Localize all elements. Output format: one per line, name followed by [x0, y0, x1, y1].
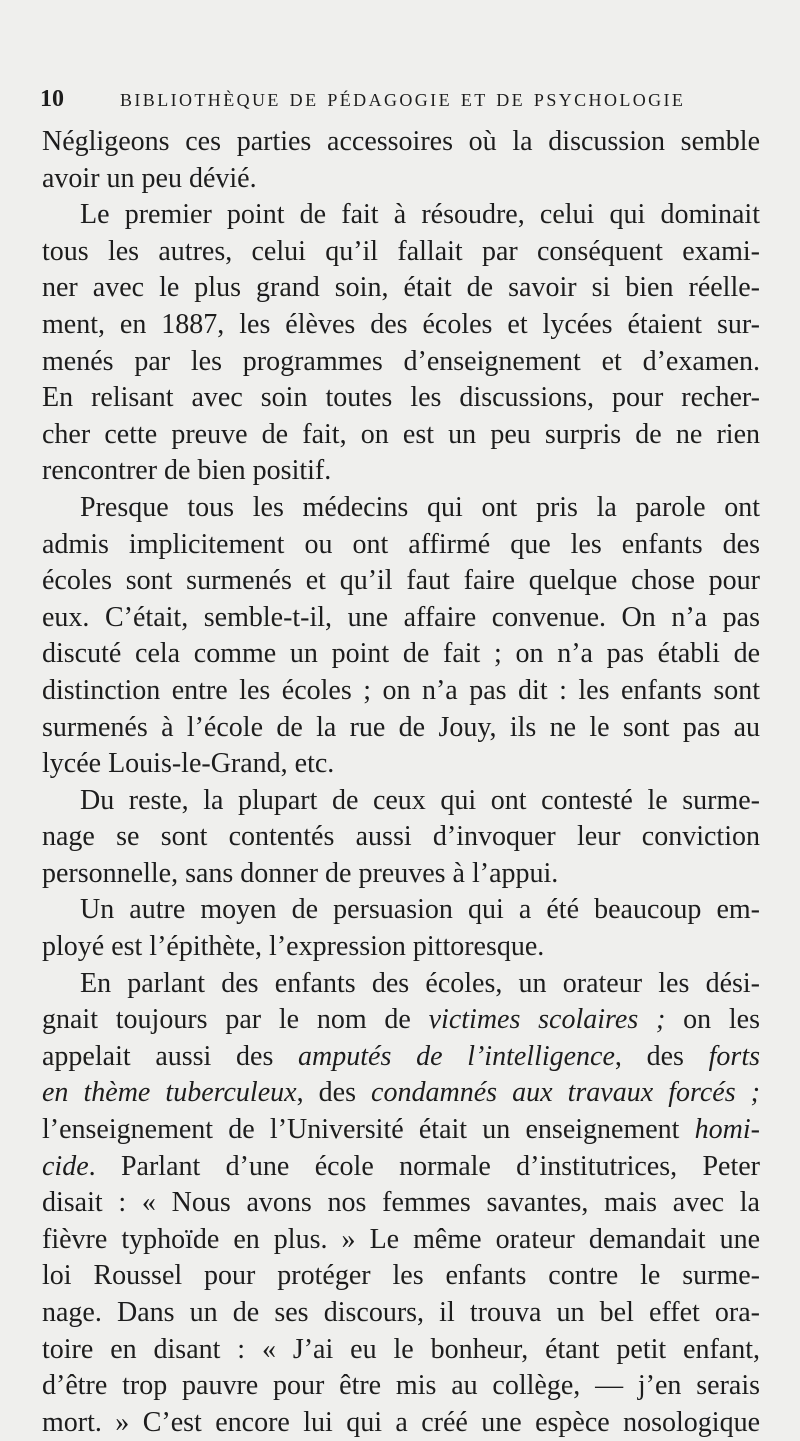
- text-line: nage se sont contentés aussi d’invoquer leur conviction: [42, 821, 760, 853]
- italic-phrase: amputés de l’intelligence: [298, 1040, 615, 1072]
- text-line: eux. C’était, semble-t-il, une affaire convenue. On n’a pas: [42, 601, 760, 633]
- paragraph: [42, 783, 760, 893]
- text-line: tous les autres, celui qu’il fallait par conséquent exami-: [42, 235, 760, 267]
- text-line: surmenés à l’école de la rue de Jouy, ils ne le sont pas au: [42, 711, 760, 743]
- paragraph: [42, 892, 760, 965]
- text-line: Le premier point de fait à résoudre, celui qui dominait: [80, 199, 760, 231]
- text-line: ployé est l’épithète, l’expression pittoresque.: [42, 931, 545, 963]
- text-line: cher cette preuve de fait, on est un peu surpris de ne rien: [42, 418, 760, 450]
- text-line: admis implicitement ou ont affirmé que les enfants des: [42, 528, 760, 560]
- italic-phrase: homi-: [694, 1114, 760, 1146]
- text-line: personnelle, sans donner de preuves à l’appui.: [42, 857, 559, 889]
- italic-phrase: victimes scolaires ;: [428, 1004, 666, 1036]
- text-line: cide. Parlant d’une école normale d’institutrices, Peter: [42, 1150, 760, 1182]
- paragraph: [42, 490, 760, 783]
- text-line: nage. Dans un de ses discours, il trouva un bel effet ora-: [42, 1297, 760, 1328]
- paragraph: [42, 197, 760, 490]
- paragraph: [42, 966, 760, 1441]
- text-line: En parlant des enfants des écoles, un orateur les dési-: [80, 967, 760, 999]
- text-line: Presque tous les médecins qui ont pris la parole ont: [80, 491, 760, 523]
- text-line: Du reste, la plupart de ceux qui ont contesté le surme-: [80, 784, 760, 816]
- text-line: mort. » C’est encore lui qui a créé une espèce nosologique: [42, 1406, 760, 1438]
- body-text: [42, 124, 760, 1441]
- text-line: écoles sont surmenés et qu’il faut faire quelque chose pour: [42, 565, 760, 597]
- text-line: lycée Louis-le-Grand, etc.: [42, 748, 335, 780]
- text-line: disait : « Nous avons nos femmes savantes, mais avec la: [42, 1187, 760, 1219]
- text-line: toire en disant : « J’ai eu le bonheur, étant petit enfant,: [42, 1333, 760, 1365]
- text-line: d’être trop pauvre pour être mis au collège, — j’en serais: [42, 1370, 760, 1402]
- text-line: rencontrer de bien positif.: [42, 455, 332, 487]
- text-line: appelait aussi des amputés de l’intelligence, des forts: [42, 1040, 761, 1072]
- text-line: ner avec le plus grand soin, était de savoir si bien réelle-: [42, 272, 760, 304]
- italic-phrase: condamnés aux travaux forcés ;: [371, 1077, 760, 1109]
- text-line: En relisant avec soin toutes les discussions, pour recher-: [42, 382, 760, 414]
- text-line: avoir un peu dévié.: [42, 162, 257, 194]
- text-line: gnait toujours par le nom de victimes scolaires ; on les: [42, 1004, 760, 1036]
- text-line: fièvre typhoïde en plus. » Le même orateur demandait une: [42, 1223, 760, 1255]
- text-line: l’enseignement de l’Université était un enseignement homi-: [42, 1114, 760, 1146]
- text-line: en thème tuberculeux, des condamnés aux travaux forcés ;: [42, 1077, 760, 1109]
- text-line: loi Roussel pour protéger les enfants contre le surme-: [42, 1260, 760, 1292]
- text-line: Négligeons ces parties accessoires où la discussion semble: [42, 126, 760, 157]
- italic-phrase: en thème tuberculeux: [42, 1077, 297, 1109]
- italic-phrase: cide: [42, 1150, 89, 1182]
- paragraph: [42, 124, 760, 197]
- text-line: distinction entre les écoles ; on n’a pas dit : les enfants sont: [42, 674, 760, 706]
- italic-phrase: forts: [708, 1040, 761, 1072]
- text-line: Un autre moyen de persuasion qui a été beaucoup em-: [80, 894, 760, 926]
- page-number: 10: [40, 86, 64, 112]
- text-line: discuté cela comme un point de fait ; on n’a pas établi de: [42, 638, 760, 670]
- running-title: BIBLIOTHÈQUE DE PÉDAGOGIE ET DE PSYCHOLOGIE: [120, 90, 686, 110]
- text-line: menés par les programmes d’enseignement et d’examen.: [42, 345, 760, 377]
- text-line: ment, en 1887, les élèves des écoles et lycées étaient sur-: [42, 308, 760, 340]
- running-header: [40, 86, 760, 116]
